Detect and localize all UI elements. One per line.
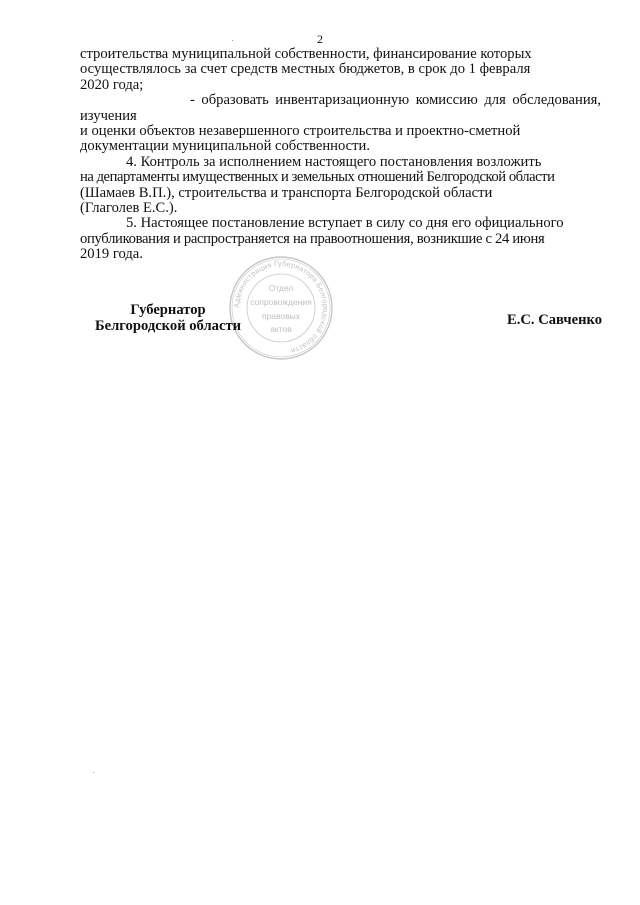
paragraph-line: - образовать инвентаризационную комиссию для обследования, изучения — [80, 92, 601, 124]
paragraph-line: осуществлялось за счет средств местных бюджетов, в срок до 1 февраля — [80, 61, 531, 78]
signatory-name: Е.С. Савченко — [506, 312, 602, 328]
stamp-center-text: актов — [270, 324, 292, 334]
paragraph-line: 2019 года. — [80, 246, 143, 263]
paragraph-line: 4. Контроль за исполнением настоящего постановления возложить — [126, 153, 542, 170]
stamp-center-text: Отдел — [268, 283, 294, 293]
paragraph-line: 2020 года; — [80, 76, 144, 93]
paragraph-line: 5. Настоящее постановление вступает в силу со дня его официального — [126, 215, 564, 232]
document-body — [80, 47, 601, 263]
signatory-title — [70, 302, 266, 334]
scan-speck — [93, 772, 94, 773]
scan-speck — [232, 40, 233, 41]
paragraph-line: на департаменты имущественных и земельных отношений Белгородской области — [80, 169, 555, 186]
page-number: 2 — [317, 32, 323, 46]
paragraph-line: (Глаголев Е.С.). — [80, 200, 178, 217]
signatory-title-line: Белгородской области — [94, 318, 242, 334]
paragraph-line: (Шамаев В.П.), строительства и транспорта Белгородской области — [80, 184, 493, 201]
paragraph-line: строительства муниципальной собственности, финансирование которых — [80, 46, 532, 62]
stamp-center-text: правовых — [261, 311, 301, 321]
stamp-ring-text: Администрация Губернатора Белгородской области — [231, 258, 331, 356]
paragraph-line: опубликования и распространяется на правоотношения, возникшие с 24 июня — [80, 230, 545, 247]
paragraph-line: и оценки объектов незавершенного строительства и проектно-сметной — [80, 123, 521, 140]
signatory-title-line: Губернатор — [130, 302, 206, 318]
stamp-center-text: сопровождения — [250, 297, 312, 307]
paragraph-line: документации муниципальной собственности. — [80, 138, 370, 155]
